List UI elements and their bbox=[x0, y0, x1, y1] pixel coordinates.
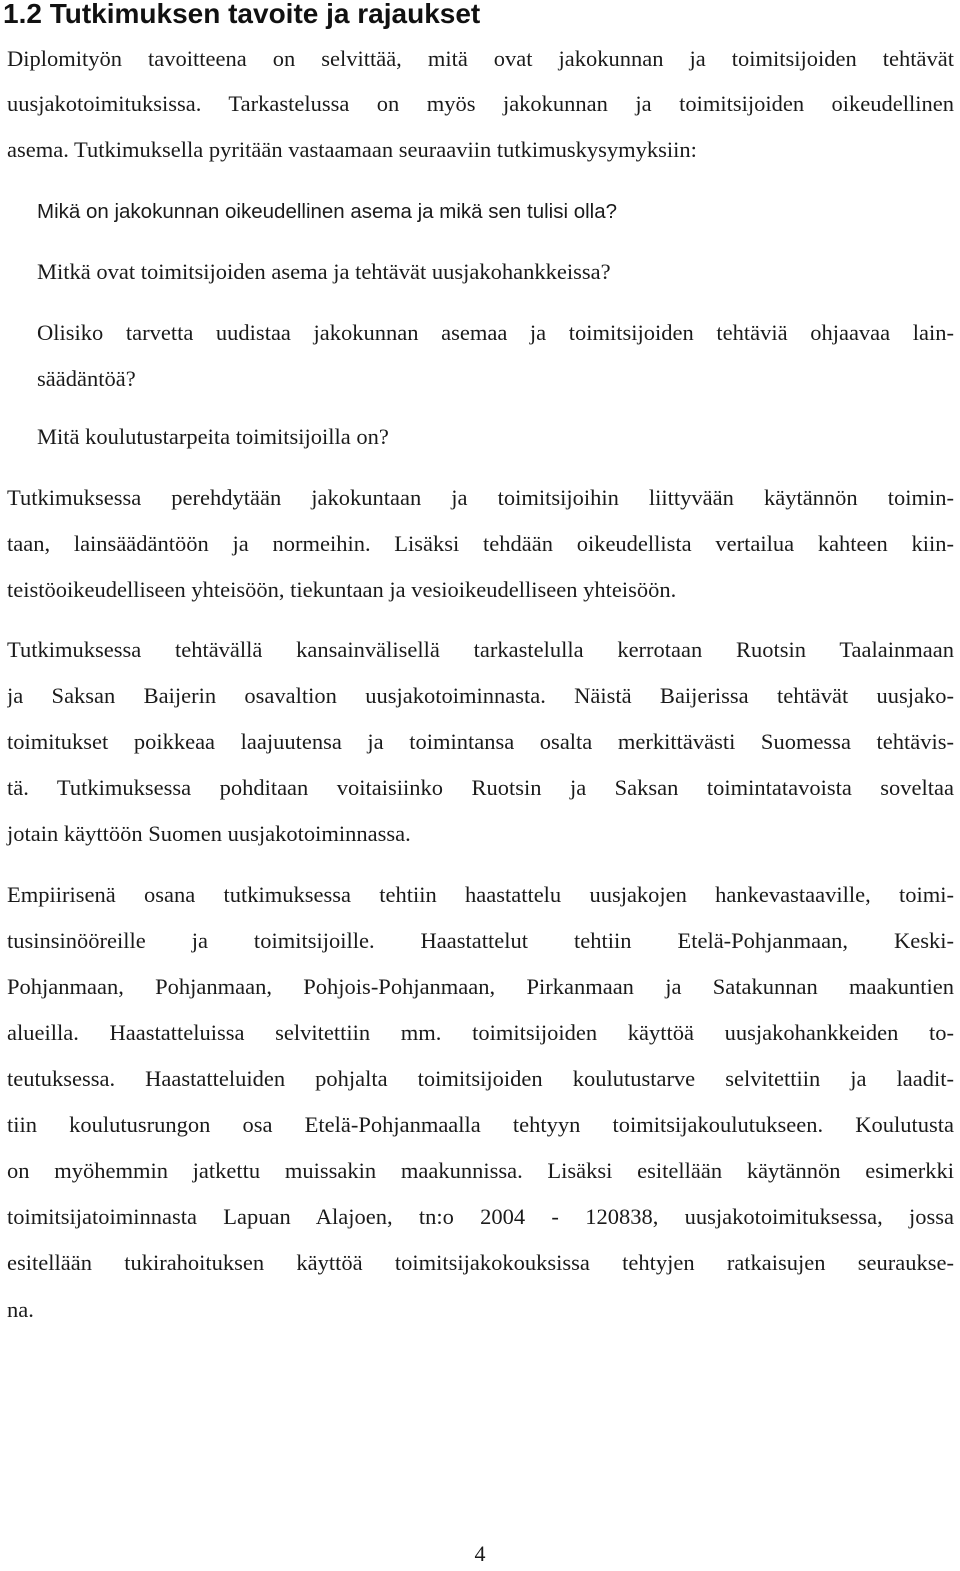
paragraph-3-line-1: Tutkimuksessa tehtävällä kansainvälisellä tarkastelulla kerrotaan Ruotsin Taalainmaan bbox=[7, 637, 954, 662]
paragraph-3-line-5: jotain käyttöön Suomen uusjakotoiminnassa. bbox=[7, 821, 411, 846]
paragraph-4-line-7: on myöhemmin jatkettu muissakin maakunnissa. Lisäksi esitellään käytännön esimerkki bbox=[7, 1158, 954, 1183]
paragraph-4-line-3: Pohjanmaan, Pohjanmaan, Pohjois-Pohjanmaan, Pirkanmaan ja Satakunnan maakuntien bbox=[7, 974, 954, 999]
research-question-2: Mitkä ovat toimitsijoiden asema ja tehtävät uusjakohankkeissa? bbox=[37, 259, 611, 284]
research-question-1: Mikä on jakokunnan oikeudellinen asema ja mikä sen tulisi olla? bbox=[37, 200, 618, 223]
paragraph-4-line-10: na. bbox=[7, 1297, 34, 1322]
paragraph-2-line-2: taan, lainsäädäntöön ja normeihin. Lisäksi tehdään oikeudellista vertailua kahteen kiin- bbox=[7, 531, 954, 556]
paragraph-4-line-6: tiin koulutusrungon osa Etelä-Pohjanmaalla tehtyyn toimitsijakoulutukseen. Koulutusta bbox=[7, 1112, 954, 1137]
paragraph-4-line-9: esitellään tukirahoituksen käyttöä toimitsijakokouksissa tehtyjen ratkaisujen seurauksе- bbox=[7, 1250, 954, 1275]
research-question-4: Mitä koulutustarpeita toimitsijoilla on? bbox=[37, 424, 389, 449]
section-heading: 1.2 Tutkimuksen tavoite ja rajaukset bbox=[3, 0, 481, 29]
paragraph-4-line-2: tusinsinööreille ja toimitsijoille. Haastattelut tehtiin Etelä-Pohjanmaan, Keski- bbox=[7, 928, 954, 953]
intro-line-2: uusjakotoimituksissa. Tarkastelussa on myös jakokunnan ja toimitsijoiden oikeudellinen bbox=[7, 91, 954, 116]
paragraph-4-line-4: alueilla. Haastatteluissa selvitettiin mm. toimitsijoiden käyttöä uusjakohankkeiden to- bbox=[7, 1020, 954, 1045]
paragraph-4-line-5: teutuksessa. Haastatteluiden pohjalta toimitsijoiden koulutustarve selvitettiin ja laadit- bbox=[7, 1066, 954, 1091]
paragraph-3-line-3: toimitukset poikkeaa laajuutensa ja toimintansa osalta merkittävästi Suomessa tehtävis- bbox=[7, 729, 954, 754]
paragraph-3-line-2: ja Saksan Baijerin osavaltion uusjakotoiminnasta. Näistä Baijerissa tehtävät uusjako- bbox=[7, 683, 954, 708]
intro-line-1: Diplomityön tavoitteena on selvittää, mitä ovat jakokunnan ja toimitsijoiden tehtävät bbox=[7, 46, 954, 71]
paragraph-3-line-4: tä. Tutkimuksessa pohditaan voitaisiinko Ruotsin ja Saksan toimintatavoista soveltaa bbox=[7, 775, 954, 800]
paragraph-4-line-1: Empiirisenä osana tutkimuksessa tehtiin haastattelu uusjakojen hankevastaaville, toimi- bbox=[7, 882, 954, 907]
research-question-3-line-1: Olisiko tarvetta uudistaa jakokunnan asemaa ja toimitsijoiden tehtäviä ohjaavaa lain- bbox=[37, 320, 954, 345]
intro-line-3: asema. Tutkimuksella pyritään vastaamaan seuraaviin tutkimuskysymyksiin: bbox=[7, 137, 697, 162]
research-question-3-line-2: säädäntöä? bbox=[37, 366, 136, 391]
paragraph-4-line-8: toimitsijatoiminnasta Lapuan Alajoen, tn:o 2004 - 120838, uusjakotoimituksessa, jossa bbox=[7, 1204, 954, 1229]
paragraph-2-line-1: Tutkimuksessa perehdytään jakokuntaan ja toimitsijoihin liittyvään käytännön toimin- bbox=[7, 485, 954, 510]
page-number: 4 bbox=[474, 1541, 486, 1566]
paragraph-2-line-3: teistöoikeudelliseen yhteisöön, tiekuntaan ja vesioikeudelliseen yhteisöön. bbox=[7, 577, 677, 602]
